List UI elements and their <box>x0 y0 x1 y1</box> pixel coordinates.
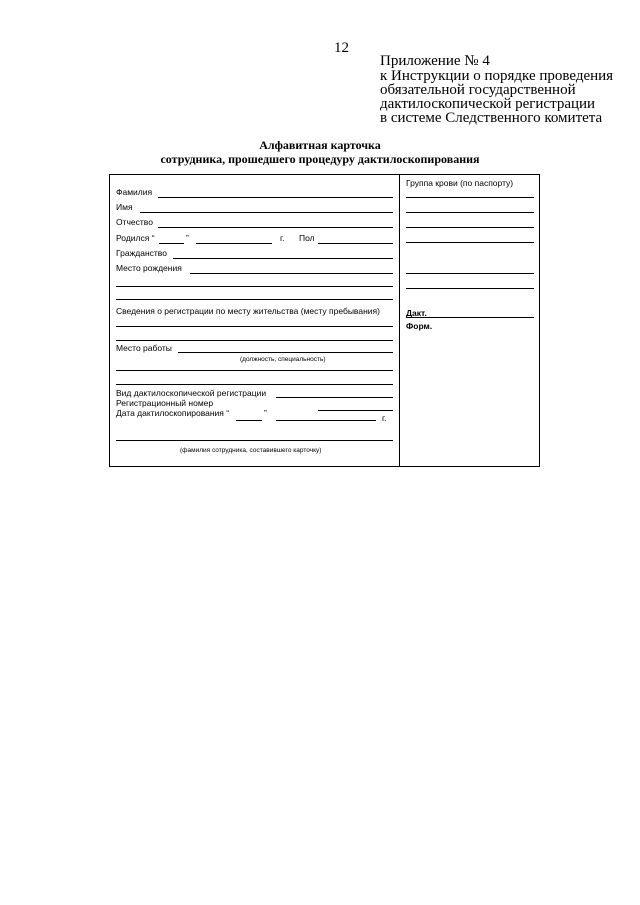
dakt-line <box>406 317 534 318</box>
birthplace-label: Место рождения <box>116 263 182 273</box>
surname-label: Фамилия <box>116 187 153 197</box>
appendix-line-4: дактилоскопической регистрации <box>380 96 596 112</box>
birth-month-field[interactable] <box>196 243 272 244</box>
appendix-line-2: к Инструкции о порядке проведения <box>380 68 614 84</box>
registration-number-label: Регистрационный номер <box>116 398 214 408</box>
patronymic-field[interactable] <box>158 227 393 228</box>
sex-label: Пол <box>299 233 315 243</box>
card-title: Алфавитная карточка <box>259 138 381 152</box>
blood-field-1[interactable] <box>406 197 534 198</box>
citizenship-field[interactable] <box>173 258 393 259</box>
registration-field-2[interactable] <box>116 340 393 341</box>
registration-field-1[interactable] <box>116 326 393 327</box>
card-divider <box>399 174 400 467</box>
born-quote-close: ” <box>186 233 189 243</box>
name-field[interactable] <box>140 212 393 213</box>
registration-info-label: Сведения о регистрации по месту жительства (месту пребывания) <box>116 306 380 316</box>
form-label: Форм. <box>406 321 433 331</box>
birthplace-field[interactable] <box>190 273 393 274</box>
page-number: 12 <box>334 40 349 56</box>
date-month-field[interactable] <box>276 420 376 421</box>
appendix-line-3: обязательной государственной <box>380 82 576 98</box>
date-year-label: г. <box>382 413 387 423</box>
sex-field[interactable] <box>318 243 393 244</box>
card-subtitle: сотрудника, прошедшего процедуру дактилоскопирования <box>160 152 480 166</box>
alphabetic-card <box>109 174 540 467</box>
birth-day-field[interactable] <box>159 243 184 244</box>
blood-field-6[interactable] <box>406 288 534 289</box>
date-quote-close: ” <box>264 408 267 418</box>
patronymic-label: Отчество <box>116 217 153 227</box>
workplace-field[interactable] <box>178 352 393 353</box>
position-hint: (должность, специальность) <box>240 356 326 363</box>
date-label: Дата дактилоскопирования “ <box>116 408 230 418</box>
name-label: Имя <box>116 202 133 212</box>
blood-field-4[interactable] <box>406 242 534 243</box>
workplace-label: Место работы <box>116 343 172 353</box>
blood-field-2[interactable] <box>406 212 534 213</box>
compiler-field[interactable] <box>116 440 393 441</box>
registration-number-field[interactable] <box>318 410 393 411</box>
birthplace-field-2[interactable] <box>116 286 393 287</box>
citizenship-label: Гражданство <box>116 248 167 258</box>
registration-type-field[interactable] <box>276 397 393 398</box>
date-day-field[interactable] <box>236 420 262 421</box>
appendix-line-1: Приложение № 4 <box>380 53 490 69</box>
surname-field[interactable] <box>158 197 393 198</box>
blood-field-3[interactable] <box>406 227 534 228</box>
birth-year-label: г. <box>280 233 285 243</box>
blood-group-label: Группа крови (по паспорту) <box>406 178 514 188</box>
appendix-line-5: в системе Следственного комитета <box>380 110 603 126</box>
compiler-hint: (фамилия сотрудника, составившего карточку) <box>180 447 322 454</box>
blood-field-5[interactable] <box>406 273 534 274</box>
dakt-label: Дакт. <box>406 308 427 318</box>
born-label: Родился “ <box>116 233 155 243</box>
birthplace-field-3[interactable] <box>116 299 393 300</box>
workplace-field-3[interactable] <box>116 384 393 385</box>
registration-type-label: Вид дактилоскопической регистрации <box>116 388 267 398</box>
workplace-field-2[interactable] <box>116 370 393 371</box>
